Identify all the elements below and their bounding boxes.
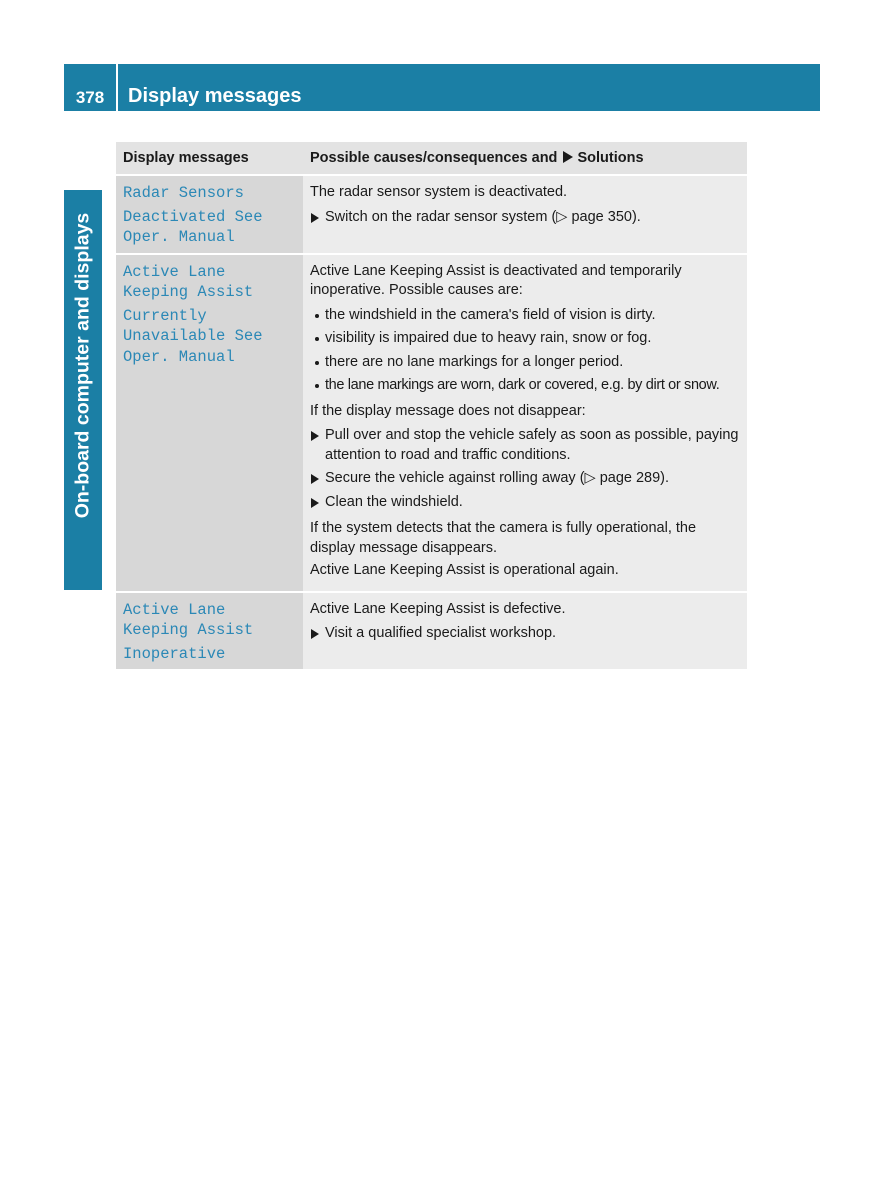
message-line: Inoperative <box>123 644 226 663</box>
solution-cell <box>303 592 747 670</box>
cause-text: Active Lane Keeping Assist is defective. <box>310 600 566 617</box>
solution-cell <box>303 254 747 592</box>
arrow-right-icon <box>311 474 319 484</box>
message-line: Deactivated See <box>123 207 263 226</box>
column-header-causes-prefix: Possible causes/consequences and <box>310 150 558 166</box>
arrow-right-icon <box>311 213 319 223</box>
display-message-cell <box>116 254 303 592</box>
message-line: Keeping Assist <box>123 621 254 639</box>
table-row <box>116 175 747 254</box>
bullet-text: the lane markings are worn, dark or covered, e.g. by dirt or snow. <box>325 377 720 393</box>
action-item <box>310 208 740 228</box>
bullet-icon <box>315 314 319 318</box>
outro-text: Active Lane Keeping Assist is operational again. <box>310 562 619 578</box>
action-text: Visit a qualified specialist workshop. <box>325 625 557 641</box>
table-row <box>116 254 747 592</box>
bullet-icon <box>315 337 319 341</box>
bullet-icon <box>315 384 319 388</box>
display-message-cell <box>116 592 303 670</box>
message-line: Unavailable See <box>123 327 263 345</box>
table-header-row <box>116 142 747 175</box>
message-line: Currently <box>123 306 207 325</box>
column-header-causes-suffix: Solutions <box>577 150 644 166</box>
header-divider <box>116 64 118 111</box>
arrow-right-icon <box>311 498 319 508</box>
solution-cell <box>303 175 747 254</box>
action-text: Pull over and stop the vehicle safely as soon as possible, paying attention to road and traffic conditions. <box>325 427 739 463</box>
message-line: Oper. Manual <box>123 228 235 246</box>
condition-text: If the display message does not disappear: <box>310 402 586 419</box>
display-message-cell <box>116 175 303 254</box>
bullet-item <box>310 329 740 349</box>
action-item <box>310 493 740 513</box>
message-line: Radar Sensors <box>123 184 244 202</box>
column-header-messages: Display messages <box>116 142 303 175</box>
bullet-item <box>310 353 740 373</box>
message-line: Oper. Manual <box>123 347 235 366</box>
action-text: Secure the vehicle against rolling away (▷ page 289). <box>325 470 670 486</box>
bullet-item <box>310 376 740 396</box>
bullet-text: visibility is impaired due to heavy rain, snow or fog. <box>325 330 652 346</box>
side-tab-label: On-board computer and displays <box>71 212 94 518</box>
arrow-right-icon <box>311 629 319 639</box>
bullet-text: the windshield in the camera's field of vision is dirty. <box>325 306 656 323</box>
arrow-right-icon <box>311 431 319 441</box>
column-header-causes <box>303 142 747 175</box>
page-number: 378 <box>75 88 105 107</box>
bullet-text: there are no lane markings for a longer period. <box>325 353 624 370</box>
arrow-right-icon <box>563 151 573 163</box>
bullet-icon <box>315 361 319 365</box>
bullet-item <box>310 306 740 326</box>
display-messages-table <box>116 142 747 669</box>
action-item <box>310 469 740 489</box>
table-row <box>116 592 747 670</box>
action-text: Switch on the radar sensor system (▷ page 350). <box>325 208 641 225</box>
message-line: Active Lane <box>123 600 226 619</box>
action-item <box>310 624 740 644</box>
cause-text: The radar sensor system is deactivated. <box>310 184 568 200</box>
outro-text: If the system detects that the camera is fully operational, the display message disappears. <box>310 520 697 556</box>
action-text: Clean the windshield. <box>325 493 463 510</box>
side-tab-label-wrap <box>64 190 102 540</box>
message-line: Active Lane <box>123 262 226 281</box>
message-line: Keeping Assist <box>123 283 254 301</box>
action-item <box>310 426 740 465</box>
cause-text: Active Lane Keeping Assist is deactivated and temporarily inoperative. Possible causes are: <box>310 262 682 298</box>
page-title: Display messages <box>128 85 302 107</box>
